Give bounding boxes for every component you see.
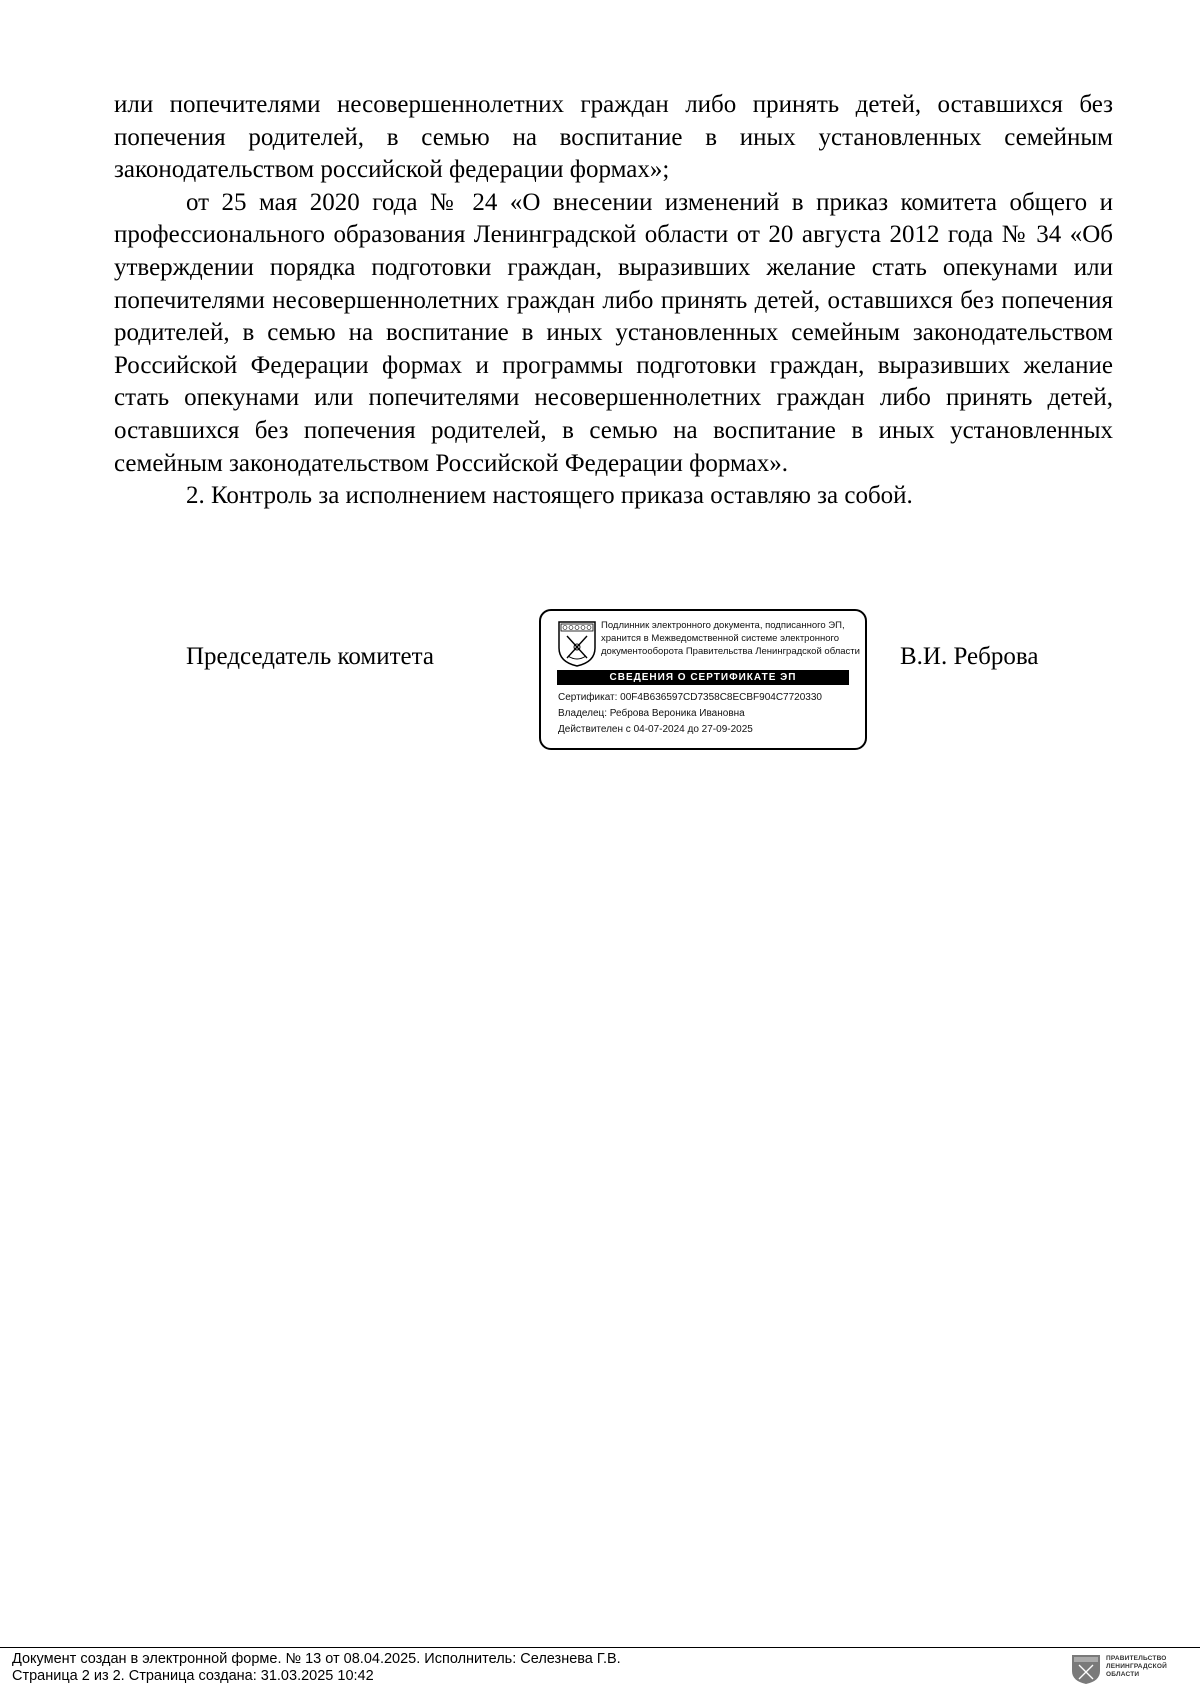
stamp-header [601,619,863,658]
government-logo-text [1106,1655,1167,1679]
signatory-name: В.И. Реброва [900,643,1039,670]
certificate-owner: Владелец: Реброва Вероника Ивановна [558,708,745,719]
signature-block [0,600,1200,760]
signatory-role: Председатель комитета [186,643,434,670]
stamp-header-line: документооборота Правительства Ленинградской области [601,646,860,657]
logo-line: ЛЕНИНГРАДСКОЙ [1106,1663,1167,1670]
certificate-validity: Действителен с 04-07-2024 до 27-09-2025 [558,724,753,735]
footer-document-info: Документ создан в электронной форме. № 13 от 08.04.2025. Исполнитель: Селезнева Г.В. [12,1651,621,1667]
footer-info [12,1651,621,1685]
coat-of-arms-icon [557,620,597,668]
certificate-number: Сертификат: 00F4B636597CD7358C8ECBF904C7720330 [558,692,822,703]
paragraph-continuation: или попечителями несовершеннолетних граждан либо принять детей, оставшихся без попечения родителей, в семью на воспитание в иных установленных семейным законодательством российской федерации формах»; [114,91,1113,184]
government-logo [1070,1651,1200,1691]
stamp-details [558,690,858,738]
stamp-certificate-bar: СВЕДЕНИЯ О СЕРТИФИКАТЕ ЭП [557,670,849,685]
coat-of-arms-icon [1070,1653,1102,1685]
paragraph-control-clause: 2. Контроль за исполнением настоящего приказа оставляю за собой. [186,482,913,510]
footer-divider [0,1647,1200,1648]
stamp-header-line: Подлинник электронного документа, подписанного ЭП, [601,620,845,631]
electronic-signature-stamp [539,609,867,750]
footer-page-info: Страница 2 из 2. Страница создана: 31.03.2025 10:42 [12,1668,374,1684]
logo-line: ПРАВИТЕЛЬСТВО [1106,1655,1167,1662]
document-body [114,89,1113,513]
stamp-header-line: хранится в Межведомственной системе электронного [601,633,840,644]
paragraph-order-reference: от 25 мая 2020 года № 24 «О внесении изменений в приказ комитета общего и профессионального образования Ленинградской области от 20 августа 2012 года № 34 «Об утверждении порядка подготовки граждан, выразивших желание стать опекунами или попечителями несовершеннолетних граждан либо принять детей, оставшихся без попечения родителей, в семью на воспитание в иных установленных семейным законодательством Российской Федерации формах и программы подготовки граждан, выразивших желание стать опекунами или попечителями несовершеннолетних граждан либо принять детей, оставшихся без попечения родителей, в семью на воспитание в иных установленных семейным законодательством Российской Федерации формах». [114,188,1113,477]
logo-line: ОБЛАСТИ [1106,1671,1140,1678]
